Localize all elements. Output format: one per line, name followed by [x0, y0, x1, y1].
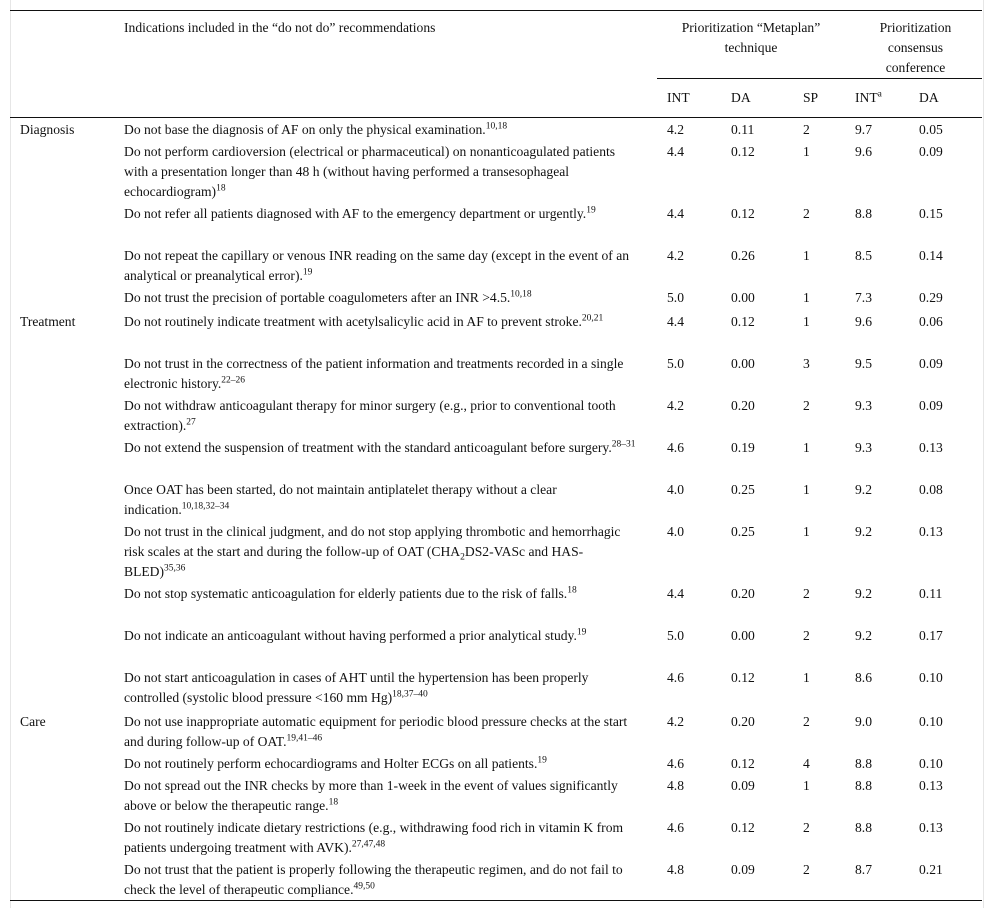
category-cell: [10, 352, 120, 394]
int-value: 4.4: [667, 206, 684, 221]
sp-value: 2: [803, 206, 810, 221]
indication-cell: [120, 710, 657, 752]
category-cell: [10, 624, 120, 666]
table-row: [10, 478, 982, 520]
int-consensus-value: 9.6: [855, 144, 872, 159]
indication-cell: [120, 202, 657, 244]
indication-cell: [120, 436, 657, 478]
sp-value: 1: [803, 144, 810, 159]
category-cell: [10, 394, 120, 436]
da-value: 0.12: [731, 820, 755, 835]
indication-cell: [120, 858, 657, 901]
da-consensus-value: 0.14: [919, 248, 943, 263]
da-consensus-value: 0.08: [919, 482, 943, 497]
sp-value: 2: [803, 398, 810, 413]
indication-cell: [120, 394, 657, 436]
reference-superscript: 19: [576, 627, 587, 638]
header-int-footnote: a: [877, 89, 882, 100]
reference-superscript: 10,18,32–34: [181, 501, 230, 512]
table-row: [10, 666, 982, 710]
int-value: 5.0: [667, 628, 684, 643]
indication-cell: [120, 752, 657, 774]
int-value: 4.4: [667, 144, 684, 159]
table-row: [10, 436, 982, 478]
int-value: 4.4: [667, 314, 684, 329]
int-consensus-value: 8.8: [855, 778, 872, 793]
int-consensus-value: 9.3: [855, 398, 872, 413]
da-value: 0.25: [731, 482, 755, 497]
table-row: [10, 286, 982, 310]
indication-text: Do not stop systematic anticoagulation for elderly patients due to the risk of falls.: [124, 586, 568, 601]
int-consensus-value: 8.6: [855, 670, 872, 685]
int-consensus-value: 8.7: [845, 858, 909, 901]
indication-cell: [120, 666, 657, 710]
sp-value: 2: [803, 122, 810, 137]
table-row: [10, 310, 982, 352]
table-row: [10, 582, 982, 624]
da-value: 0.20: [731, 586, 755, 601]
header-int-consensus-label: INT: [855, 90, 878, 105]
da-consensus-value: 0.10: [919, 670, 943, 685]
da-value: 0.09: [721, 858, 793, 901]
int-consensus-value: 9.3: [855, 440, 872, 455]
indication-cell: [120, 624, 657, 666]
reference-superscript: 18: [567, 585, 577, 596]
indication-text: Do not routinely indicate treatment with acetylsalicylic acid in AF to prevent stroke.: [124, 314, 582, 329]
indication-cell: [120, 140, 657, 202]
int-consensus-value: 8.8: [855, 756, 872, 771]
reference-superscript: 10,18: [485, 121, 508, 132]
sp-value: 1: [803, 524, 810, 539]
header-da: DA: [721, 79, 793, 118]
table-row: [10, 140, 982, 202]
indication-text: Do not routinely perform echocardiograms and Holter ECGs on all patients.: [124, 756, 538, 771]
int-value: 4.2: [667, 122, 684, 137]
table-row: [10, 520, 982, 582]
indication-cell: [120, 478, 657, 520]
da-value: 0.11: [731, 122, 755, 137]
da-consensus-value: 0.09: [919, 144, 943, 159]
int-consensus-value: 9.7: [855, 122, 872, 137]
table-row: [10, 858, 982, 901]
da-value: 0.12: [731, 670, 755, 685]
int-consensus-value: 7.3: [855, 290, 872, 305]
int-consensus-value: 9.6: [855, 314, 872, 329]
int-value: 4.0: [667, 482, 684, 497]
category-cell: Diagnosis: [20, 122, 75, 137]
category-cell: [10, 666, 120, 710]
da-consensus-value: 0.05: [919, 122, 943, 137]
int-consensus-value: 9.0: [855, 714, 872, 729]
int-value: 4.6: [667, 440, 684, 455]
table-row: [10, 752, 982, 774]
reference-superscript: 27,47,48: [351, 839, 386, 850]
sp-value: 1: [803, 670, 810, 685]
header-sub-empty: [10, 79, 120, 118]
sp-value: 1: [803, 440, 810, 455]
da-value: 0.00: [731, 290, 755, 305]
indication-text: Do not base the diagnosis of AF on only the physical examination.: [124, 122, 486, 137]
da-value: 0.20: [731, 398, 755, 413]
da-value: 0.12: [731, 144, 755, 159]
indication-cell: [120, 520, 657, 582]
da-consensus-value: 0.17: [919, 628, 943, 643]
sp-value: 3: [803, 356, 810, 371]
da-value: 0.26: [731, 248, 755, 263]
header-int-consensus: [845, 79, 909, 118]
reference-superscript: 49,50: [353, 881, 375, 892]
int-value: 5.0: [667, 290, 684, 305]
table-row: [10, 710, 982, 752]
int-value: 4.2: [667, 248, 684, 263]
table-row: [10, 624, 982, 666]
int-consensus-value: 8.8: [855, 206, 872, 221]
category-cell: Care: [20, 714, 46, 729]
da-value: 0.00: [731, 628, 755, 643]
header-indications: Indications included in the “do not do” recommendations: [120, 11, 657, 79]
reference-superscript: 19: [537, 755, 547, 766]
da-value: 0.19: [731, 440, 755, 455]
category-cell: [10, 582, 120, 624]
indication-cell: [120, 774, 657, 816]
indication-cell: [120, 582, 657, 624]
indication-text: Do not routinely indicate dietary restrictions (e.g., withdrawing food rich in vitamin K from patients undergoing treatment with AVK).: [124, 820, 624, 855]
da-value: 0.12: [731, 756, 755, 771]
int-value: 4.8: [667, 778, 684, 793]
da-consensus-value: 0.10: [919, 714, 943, 729]
category-cell: [10, 478, 120, 520]
table-row: [10, 118, 982, 141]
da-consensus-value: 0.21: [909, 858, 982, 901]
category-cell: [10, 436, 120, 478]
indication-text: Do not extend the suspension of treatment with the standard anticoagulant before surgery.: [124, 440, 612, 455]
indication-text: Do not trust that the patient is properly following the therapeutic regimen, and do not fail to check the level of therapeutic compliance.: [124, 862, 623, 897]
category-cell: [10, 520, 120, 582]
indication-cell: [120, 286, 657, 310]
reference-superscript: 19,41–46: [286, 733, 323, 744]
sp-value: 2: [793, 858, 845, 901]
header-int: INT: [657, 79, 721, 118]
sp-value: 1: [803, 290, 810, 305]
category-cell: [10, 140, 120, 202]
int-value: 4.2: [667, 398, 684, 413]
da-value: 0.00: [731, 356, 755, 371]
indication-text: Do not start anticoagulation in cases of AHT until the hypertension has been properly controlled (systolic blood pressure <160 mm Hg): [124, 670, 589, 705]
table-row: [10, 394, 982, 436]
reference-superscript: 28–31: [611, 439, 636, 450]
sp-value: 2: [803, 714, 810, 729]
reference-superscript: 35,36: [164, 563, 186, 574]
indication-text: Once OAT has been started, do not maintain antiplatelet therapy without a clear indication.: [124, 482, 557, 517]
int-value: 4.6: [667, 670, 684, 685]
da-value: 0.12: [731, 206, 755, 221]
table-body: [10, 118, 982, 901]
indication-text: Do not trust in the correctness of the patient information and treatments recorded in a single electronic history.: [124, 356, 624, 391]
indication-text: Do not withdraw anticoagulant therapy for minor surgery (e.g., prior to conventional tooth extraction).: [124, 398, 616, 433]
table-row: [10, 816, 982, 858]
reference-superscript: 18,37–40: [392, 689, 428, 700]
indication-cell: [120, 118, 657, 141]
int-value: 4.0: [667, 524, 684, 539]
da-value: 0.25: [731, 524, 755, 539]
int-value: 4.4: [667, 586, 684, 601]
header-metaplan: Prioritization “Metaplan” technique: [657, 11, 845, 79]
category-cell: [10, 244, 120, 286]
category-cell: [10, 202, 120, 244]
header-sp: SP: [793, 79, 845, 118]
da-consensus-value: 0.13: [919, 524, 943, 539]
indication-text: Do not refer all patients diagnosed with AF to the emergency department or urgently.: [124, 206, 587, 221]
da-value: 0.09: [731, 778, 755, 793]
da-consensus-value: 0.10: [919, 756, 943, 771]
header-empty-cell: [10, 11, 120, 79]
indication-cell: [120, 816, 657, 858]
category-cell: [10, 286, 120, 310]
sp-value: 1: [803, 248, 810, 263]
int-value: 4.8: [657, 858, 721, 901]
reference-superscript: 22–26: [221, 375, 246, 386]
da-consensus-value: 0.13: [919, 820, 943, 835]
indication-cell: [120, 310, 657, 352]
indication-text: Do not indicate an anticoagulant without having performed a prior analytical study.: [124, 628, 577, 643]
recommendations-table: [10, 10, 982, 901]
indication-cell: [120, 244, 657, 286]
header-da-consensus: DA: [909, 79, 982, 118]
int-consensus-value: 8.8: [855, 820, 872, 835]
da-consensus-value: 0.11: [919, 586, 943, 601]
sp-value: 2: [803, 628, 810, 643]
table-row: [10, 244, 982, 286]
int-consensus-value: 9.2: [855, 586, 872, 601]
table-row: [10, 352, 982, 394]
table-row: [10, 774, 982, 816]
sp-value: 2: [803, 820, 810, 835]
indication-text: Do not spread out the INR checks by more than 1-week in the event of values significantly above or below the therapeutic range.: [124, 778, 618, 813]
da-consensus-value: 0.09: [919, 356, 943, 371]
sp-value: 2: [803, 586, 810, 601]
da-consensus-value: 0.09: [919, 398, 943, 413]
da-consensus-value: 0.13: [919, 440, 943, 455]
indication-text: Do not trust the precision of portable coagulometers after an INR >4.5.: [124, 290, 511, 305]
indication-text: Do not repeat the capillary or venous INR reading on the same day (except in the event of an analytical or preanalytical error).: [124, 248, 630, 283]
int-consensus-value: 9.2: [855, 482, 872, 497]
indication-text: Do not trust in the clinical judgment, and do not stop applying thrombotic and hemorrhagic risk scales at the start and during the follow-up of OAT (CHA: [124, 524, 621, 559]
sp-value: 1: [803, 482, 810, 497]
indication-text: Do not use inappropriate automatic equipment for periodic blood pressure checks at the start and during follow-up of OAT.: [124, 714, 628, 749]
int-value: 4.2: [667, 714, 684, 729]
reference-superscript: 19: [302, 267, 313, 278]
sp-value: 1: [803, 778, 810, 793]
int-consensus-value: 9.5: [855, 356, 872, 371]
reference-superscript: 10,18: [510, 289, 532, 300]
sp-value: 4: [803, 756, 810, 771]
table-header: [10, 11, 982, 118]
category-cell: [10, 858, 120, 901]
category-cell: [10, 774, 120, 816]
sp-value: 1: [803, 314, 810, 329]
int-consensus-value: 9.2: [855, 524, 872, 539]
int-value: 5.0: [667, 356, 684, 371]
int-consensus-value: 8.5: [855, 248, 872, 263]
category-cell: [10, 816, 120, 858]
indication-subscript: 2: [460, 552, 465, 563]
reference-superscript: 18: [328, 797, 339, 808]
reference-superscript: 18: [216, 183, 226, 194]
da-consensus-value: 0.15: [919, 206, 943, 221]
indication-text: Do not perform cardioversion (electrical or pharmaceutical) on nonanticoagulated patients with a presentation longer than 48 h (without having performed a transesophageal echocardiogram): [124, 144, 616, 199]
da-value: 0.12: [731, 314, 755, 329]
int-consensus-value: 9.2: [855, 628, 872, 643]
int-value: 4.6: [667, 756, 684, 771]
category-cell: Treatment: [20, 314, 76, 329]
indication-cell: [120, 352, 657, 394]
header-sub-empty-2: [120, 79, 657, 118]
da-consensus-value: 0.13: [919, 778, 943, 793]
da-value: 0.20: [731, 714, 755, 729]
category-cell: [10, 752, 120, 774]
reference-superscript: 27: [186, 417, 196, 428]
da-consensus-value: 0.29: [919, 290, 943, 305]
reference-superscript: 19: [586, 205, 596, 216]
indication-text-cont: DS2-VASc and HAS-BLED): [124, 544, 584, 579]
reference-superscript: 20,21: [581, 313, 604, 324]
table-row: [10, 202, 982, 244]
da-consensus-value: 0.06: [919, 314, 943, 329]
int-value: 4.6: [667, 820, 684, 835]
header-consensus: Prioritization consensus conference: [845, 11, 982, 79]
